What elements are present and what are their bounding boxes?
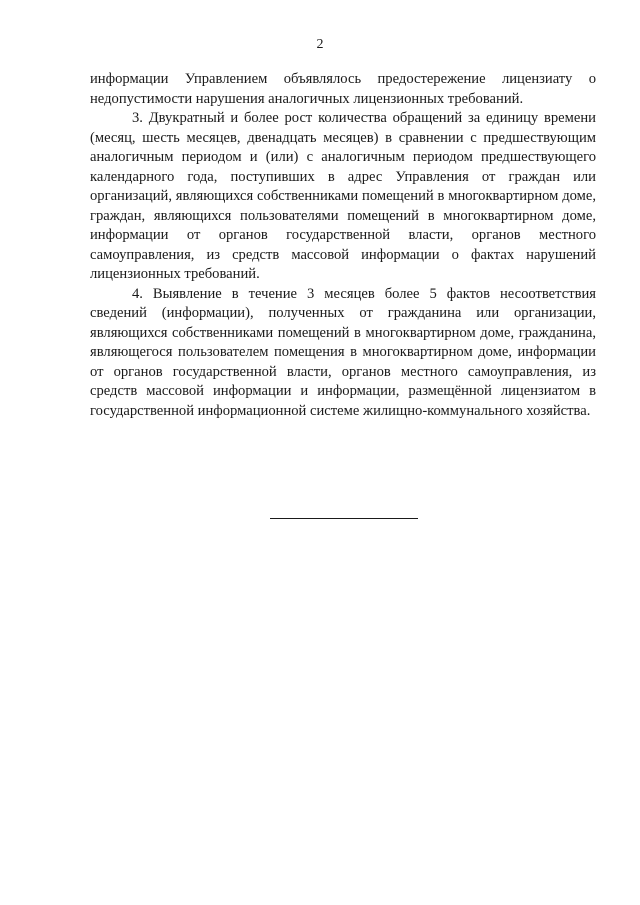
paragraph-item-4: 4. Выявление в течение 3 месяцев более 5 фактов несоответствия сведений (информации), полученных от гражданина или организации, являющихся собственниками помещений в многоквартирном доме, гражданина, являющегося пользователем помещения в многоквартирном доме, информации от органов государственной власти, органов местного самоуправления, из средств массовой информации и информации, размещённой лицензиатом в государственной информационной системе жилищно-коммунального хозяйства. — [90, 285, 596, 419]
paragraph-item-3: 3. Двукратный и более рост количества обращений за единицу времени (месяц, шесть месяцев, двенадцать месяцев) в сравнении с предшествующим аналогичным периодом и (или) с аналогичным периодом предшествующего календарного года, поступивших в адрес Управления от граждан или организаций, являющихся собственниками помещений в многоквартирном доме, граждан, являющихся пользователями помещений в многоквартирном доме, информации от органов государственной власти, органов местного самоуправления, из средств массовой информации о фактах нарушений лицензионных требований. — [90, 110, 596, 282]
end-of-document-rule — [270, 518, 418, 519]
page-number: 2 — [316, 37, 324, 52]
paragraph-continuation: информации Управлением объявлялось предостережение лицензиату о недопустимости нарушения аналогичных лицензионных требований. — [90, 71, 596, 107]
document-body — [90, 70, 596, 421]
